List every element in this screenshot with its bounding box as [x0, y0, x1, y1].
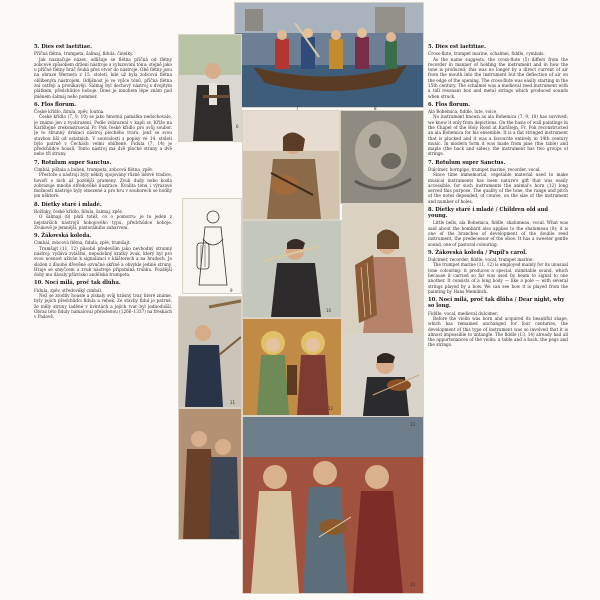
medieval-boat-painting	[234, 2, 424, 108]
section-title: 7. Rotulum super Sanctus.	[428, 159, 506, 166]
photo-number: 10	[326, 308, 332, 313]
section-title: 8. Dietky staré i mladé.	[34, 201, 102, 208]
section-text: Since time immemorial, vegetable material used to make musical instruments has been nature's gift that was easily accessible, for such instruments the animal's horn (12) long served this purpose. The quality of the tone, the range and pitch of the notes depended, of course, on the size of the instrument and number of holes.	[428, 172, 568, 204]
section-title: 6. Flos florum.	[428, 101, 471, 108]
section-text: Little bells, ala Bohemica, fiddle, shalumeau, vocal. What was said about the bombard also applies to the shalumeau (8); it is one of the branches of development of the double reed instrument, the predecessor of the oboe. It has a sweeter gentle sound, one of pastoral colouring.	[428, 220, 568, 247]
czech-text-column	[34, 44, 172, 592]
photo-number: 14	[230, 530, 236, 535]
musician-photo-suit	[178, 34, 242, 142]
section-instruments: Dulcimer, recorder, fiddle, vocal, trumpet marine.	[428, 257, 534, 263]
section-title: 8. Dietky staré i mladé / Children old and young.	[428, 207, 549, 220]
musicians-group-photo	[178, 408, 242, 540]
musician-photo-trumpet-marine	[178, 296, 242, 408]
photo-number: 5	[228, 122, 231, 127]
section-text: České křídlo (7, 9, 10) se jako hmotná památka nedochovalo, je známo jen z vyobrazení. Podle zobrazení v kapli sv. Kříže na Karlštejně zrekonstruoval Fr. Pok české křídlo pro svůj soubor. Je to strunný drnkací nástroj plochého tvaru, jenž se svou stavbou liší od ostatních. V souvislosti s popisy ve 14. století bylo patrně v Čechách velmi oblíbené. Fidula (7, 14) je předchůdce houslí. Tento nástroj má dvě ploché strany a dvě nebo tři struny.	[34, 114, 172, 157]
musician-photo-flute	[242, 220, 342, 318]
section-instruments: Cross-flute, trumpet marine, schalmei, fiddle, cymbals.	[428, 51, 545, 57]
relief-photo	[340, 110, 424, 204]
section-instruments: Ala Bohemica, fiddle, lute, voice.	[428, 109, 498, 115]
section-title: 10. Noci milá, proč tak dlúha / Dear night, why so long.	[428, 297, 565, 310]
photo-number: 12	[328, 406, 334, 411]
section-text: As the name suggests, the cross-flute (5) differs from the recorder in manner of holding the instrument and in how the tone is produced; this was no longer by a direct current of air from the mouth into the instrument but the deflection of air on the edge of the opening. The cross-flute was easily starting in the 15th century. The schalmei was a medieval reed instrument with a tall resonant box and metal strings which produced sounds when struck.	[428, 56, 568, 99]
section-title: 9. Žákovská koleda / Pupil's carol.	[428, 249, 527, 256]
musician-photo-harp	[342, 204, 424, 334]
photo-number: 11	[230, 400, 236, 405]
section-text: Jak naznačuje název, odlišuje se flétna příčná od flétny zobcové způsobem držení nástroje a vyluzování tónu: stejně jako u příčné flétny hráč fouká přes otvor do nástroje. Obě flétny jsou na obraze Wernera z 15. století, kde už byla zobcová flétna oblíbeným nástrojem. Odlišnost je ve výšce tónů, příčná flétna zní ostřeji a pronikavěji. Šalmaj byl dechový nástroj s dvojitým plátkem, předchůdce hoboje. Dnes je mnohem lépe znám pod jménem šalmaj nebo pommer.	[34, 56, 172, 99]
photo-number: 15	[410, 582, 416, 587]
section-title: 5. Dies est laetitiae.	[428, 44, 486, 50]
line-drawing-figure	[182, 198, 242, 294]
photo-number: 7	[296, 106, 299, 111]
section-instruments: České křídlo, fidula, zpěv, loutna.	[34, 109, 105, 115]
section-instruments: Cimbál, zobcová flétna, fidula, zpěv, trumšajt.	[34, 240, 131, 246]
section-instruments: Dulcimer, hornpipe, trumpet marine, recorder, vocal.	[428, 166, 541, 172]
section-text: Přestože s nástroji byly někdy spojovány různé lidové tradice, hovoří o nich až pozdější prameny. Zvuk dudy nebo kozla zobrazuje mnohé středověké ilustrace. Kvalita tónu i výrazové možnosti nástroje byly omezené a pro hru v souborech se hodily jen některé.	[34, 172, 172, 199]
section-instruments: Rožínky, české křídlo, fidula, šalmaj, zpěv.	[34, 208, 123, 214]
photo-number: 9	[230, 288, 233, 293]
section-text: Než se zrodily housle a získaly svůj krásný tvar, které známe, byly jejich předchůdci fidula a rebek. Ze stavby fidul je patrné, že měly struny laděné v kvintách a jejich tvar byl jednodušší. Obraz této fiduly namaloval přeloženou (1266–1337) na freskách v Padově.	[34, 292, 172, 320]
angels-painting	[242, 318, 342, 416]
medieval-fresco	[242, 416, 424, 594]
photo-number: 8	[374, 106, 377, 111]
section-title: 6. Flos florum.	[34, 101, 77, 108]
photo-collage	[178, 2, 422, 594]
section-title: 10. Noci milá, proč tak dlúha.	[34, 280, 121, 287]
musician-photo-woman	[242, 110, 340, 220]
photo-number: 13	[410, 422, 416, 427]
section-title: 5. Dies est laetitiae.	[34, 44, 92, 50]
section-text: Before the violin was born and acquired its beautiful shape, which has remained unchanged for four centuries, the development of this type of instrument was so involved that it is almost impossible to untangle. The fiddle (13, 14) already had all the appurtenances of the violin: a table and a back, the pegs and the strings.	[428, 315, 568, 348]
section-title: 9. Žákovská koleda.	[34, 233, 92, 240]
section-text: The trumpet marine (11, 12) is employed mainly for its unusual tone colouring: it produces a special, inimitable sound, which because it carried so far was used by beam to signal to one another. It consists of a long body — like a pole — with several strings played by a bow. We can see how it is played from the painting by Hans Memlinck.	[428, 262, 568, 294]
section-instruments: Fiddle, vocal, medieval dulcimer.	[428, 310, 499, 316]
section-text: No instrument known as ala Bohemica (7, 9, 10) has survived; we know it only from depictions. On the basis of wall paintings in the Chapel of the Holy Rood at Karlštejn, Fr. Pok reconstructed an ala Bohemica for his ensemble. It is a flat stringed instrument that is plucked and it was a favourite entirely in 14th century music. In modern form it was made from pine (the table) and maple (the back and sides); the instrument has two groups of strings.	[428, 114, 568, 157]
section-text: Trumšajt (11, 12) působil především jako nevhodný strunný nástroj: vydává zvláštní, nepodobný krátký zvuk, který byl pro svou nosnost užíván k signalizaci v klášterech a na hradech. Je složen z dlouhé dřevěné ozvučné skříně a obvykle jediné struny. Hraje se smyčcem a zvuk nástroje připomíná trubku. Pozdější doby mu dávaly přízvisko andělská trumpeta.	[34, 245, 172, 278]
section-instruments: Příčná flétna, trumpeta, šalmaj, fidula, činelky.	[34, 51, 134, 57]
section-text: O šalmaji (8) platí totéž, co o pomorru: je to jeden z nejstarších nástrojů hobojového typu, předchůdce hoboje. Zvukově je jemnější, pastorálního zabarvení.	[34, 214, 172, 230]
photo-number: 6	[236, 124, 239, 129]
section-instruments: Fidula, zpěv, středověký cimbál.	[34, 287, 103, 293]
section-title: 7. Rotulum super Sanctus.	[34, 159, 112, 166]
section-instruments: Cimbál, pištala a buben, trumpeta, zobcová flétna, zpěv.	[34, 166, 154, 172]
english-text-column	[428, 44, 568, 592]
